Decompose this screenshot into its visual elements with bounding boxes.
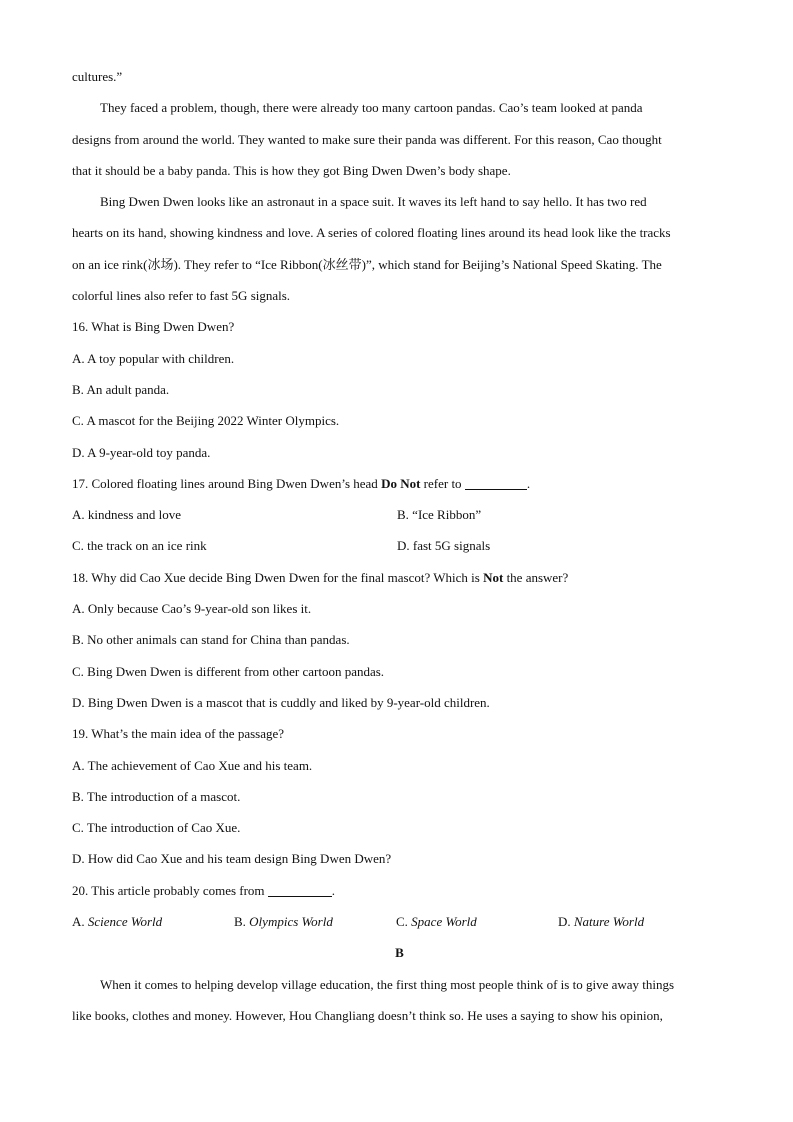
options-row bbox=[72, 535, 727, 566]
option-text: Science World bbox=[87, 914, 163, 930]
option-letter: D. bbox=[558, 914, 574, 930]
option-a: A. Only because Cao’s 9-year-old son likes it. bbox=[72, 601, 312, 617]
question-19 bbox=[72, 723, 727, 879]
question-16 bbox=[72, 316, 727, 472]
option-a: A. kindness and love bbox=[72, 507, 182, 523]
stem-end: . bbox=[526, 475, 531, 491]
option-c: C. the track on an ice rink bbox=[72, 538, 207, 554]
passage-line: colorful lines also refer to fast 5G signals. bbox=[72, 288, 291, 304]
question-17 bbox=[72, 473, 727, 567]
option-a: A. A toy popular with children. bbox=[72, 350, 235, 366]
stem-text: 20. This article probably comes from bbox=[72, 882, 265, 898]
section-b bbox=[72, 942, 727, 1036]
option-d: D. A 9-year-old toy panda. bbox=[72, 444, 211, 460]
option-text: Nature World bbox=[573, 914, 645, 930]
passage-line: When it comes to helping develop village education, the first thing most people think of is to give away things bbox=[100, 976, 675, 992]
option-b: B. “Ice Ribbon” bbox=[397, 507, 482, 523]
passage-line: that it should be a baby panda. This is how they got Bing Dwen Dwen’s body shape. bbox=[72, 162, 511, 178]
question-20 bbox=[72, 880, 727, 943]
option-a: A. The achievement of Cao Xue and his team. bbox=[72, 757, 313, 773]
option-a bbox=[72, 911, 234, 942]
stem-emphasis: Do Not bbox=[381, 475, 421, 491]
stem-text: 17. Colored floating lines around Bing Dwen Dwen’s head bbox=[72, 475, 382, 491]
option-d: D. Bing Dwen Dwen is a mascot that is cuddly and liked by 9-year-old children. bbox=[72, 694, 490, 710]
passage-line: on an ice rink(冰场). They refer to “Ice Ribbon(冰丝带)”, which stand for Beijing’s National Speed Skating. The bbox=[72, 256, 662, 272]
answer-blank bbox=[268, 882, 332, 897]
passage-line: They faced a problem, though, there were already too many cartoon pandas. Cao’s team looked at panda bbox=[100, 100, 643, 116]
passage-line: cultures.” bbox=[72, 69, 123, 84]
stem-emphasis: Not bbox=[483, 569, 504, 585]
question-stem bbox=[72, 567, 727, 598]
option-c bbox=[396, 911, 558, 942]
option-d: D. How did Cao Xue and his team design Bing Dwen Dwen? bbox=[72, 851, 392, 867]
stem-text: 18. Why did Cao Xue decide Bing Dwen Dwen for the final mascot? Which is bbox=[72, 569, 484, 585]
option-text: Olympics World bbox=[249, 914, 333, 930]
option-b: B. An adult panda. bbox=[72, 381, 170, 397]
passage-line: designs from around the world. They wanted to make sure their panda was different. For this reason, Cao thought bbox=[72, 131, 662, 147]
option-b: B. No other animals can stand for China than pandas. bbox=[72, 632, 350, 648]
option-letter: C. bbox=[396, 914, 412, 930]
option-b: B. The introduction of a mascot. bbox=[72, 788, 241, 804]
options-row bbox=[72, 504, 727, 535]
option-d bbox=[558, 911, 720, 942]
option-d: D. fast 5G signals bbox=[397, 538, 491, 554]
passage-line: hearts on its hand, showing kindness and love. A series of colored floating lines around its head look like the tracks bbox=[72, 225, 671, 241]
section-title: B bbox=[395, 945, 404, 961]
option-c: C. The introduction of Cao Xue. bbox=[72, 820, 241, 836]
question-18 bbox=[72, 567, 727, 723]
passage-line: Bing Dwen Dwen looks like an astronaut in a space suit. It waves its left hand to say hello. It has two red bbox=[100, 194, 647, 210]
question-stem bbox=[72, 880, 727, 911]
stem-text: refer to bbox=[420, 475, 462, 491]
question-stem: 16. What is Bing Dwen Dwen? bbox=[72, 319, 235, 335]
passage-a bbox=[72, 66, 727, 316]
question-stem: 19. What’s the main idea of the passage? bbox=[72, 726, 285, 742]
option-b bbox=[234, 911, 396, 942]
stem-text: the answer? bbox=[503, 569, 569, 585]
options-row bbox=[72, 911, 727, 942]
option-text: Space World bbox=[411, 914, 477, 930]
option-letter: A. bbox=[72, 914, 88, 930]
stem-end: . bbox=[331, 882, 336, 898]
option-c: C. Bing Dwen Dwen is different from other cartoon pandas. bbox=[72, 663, 385, 679]
answer-blank bbox=[465, 475, 527, 490]
option-c: C. A mascot for the Beijing 2022 Winter Olympics. bbox=[72, 413, 340, 429]
question-stem bbox=[72, 473, 727, 504]
option-letter: B. bbox=[234, 914, 250, 930]
passage-line: like books, clothes and money. However, Hou Changliang doesn’t think so. He uses a saying to show his opinion, bbox=[72, 1007, 663, 1023]
